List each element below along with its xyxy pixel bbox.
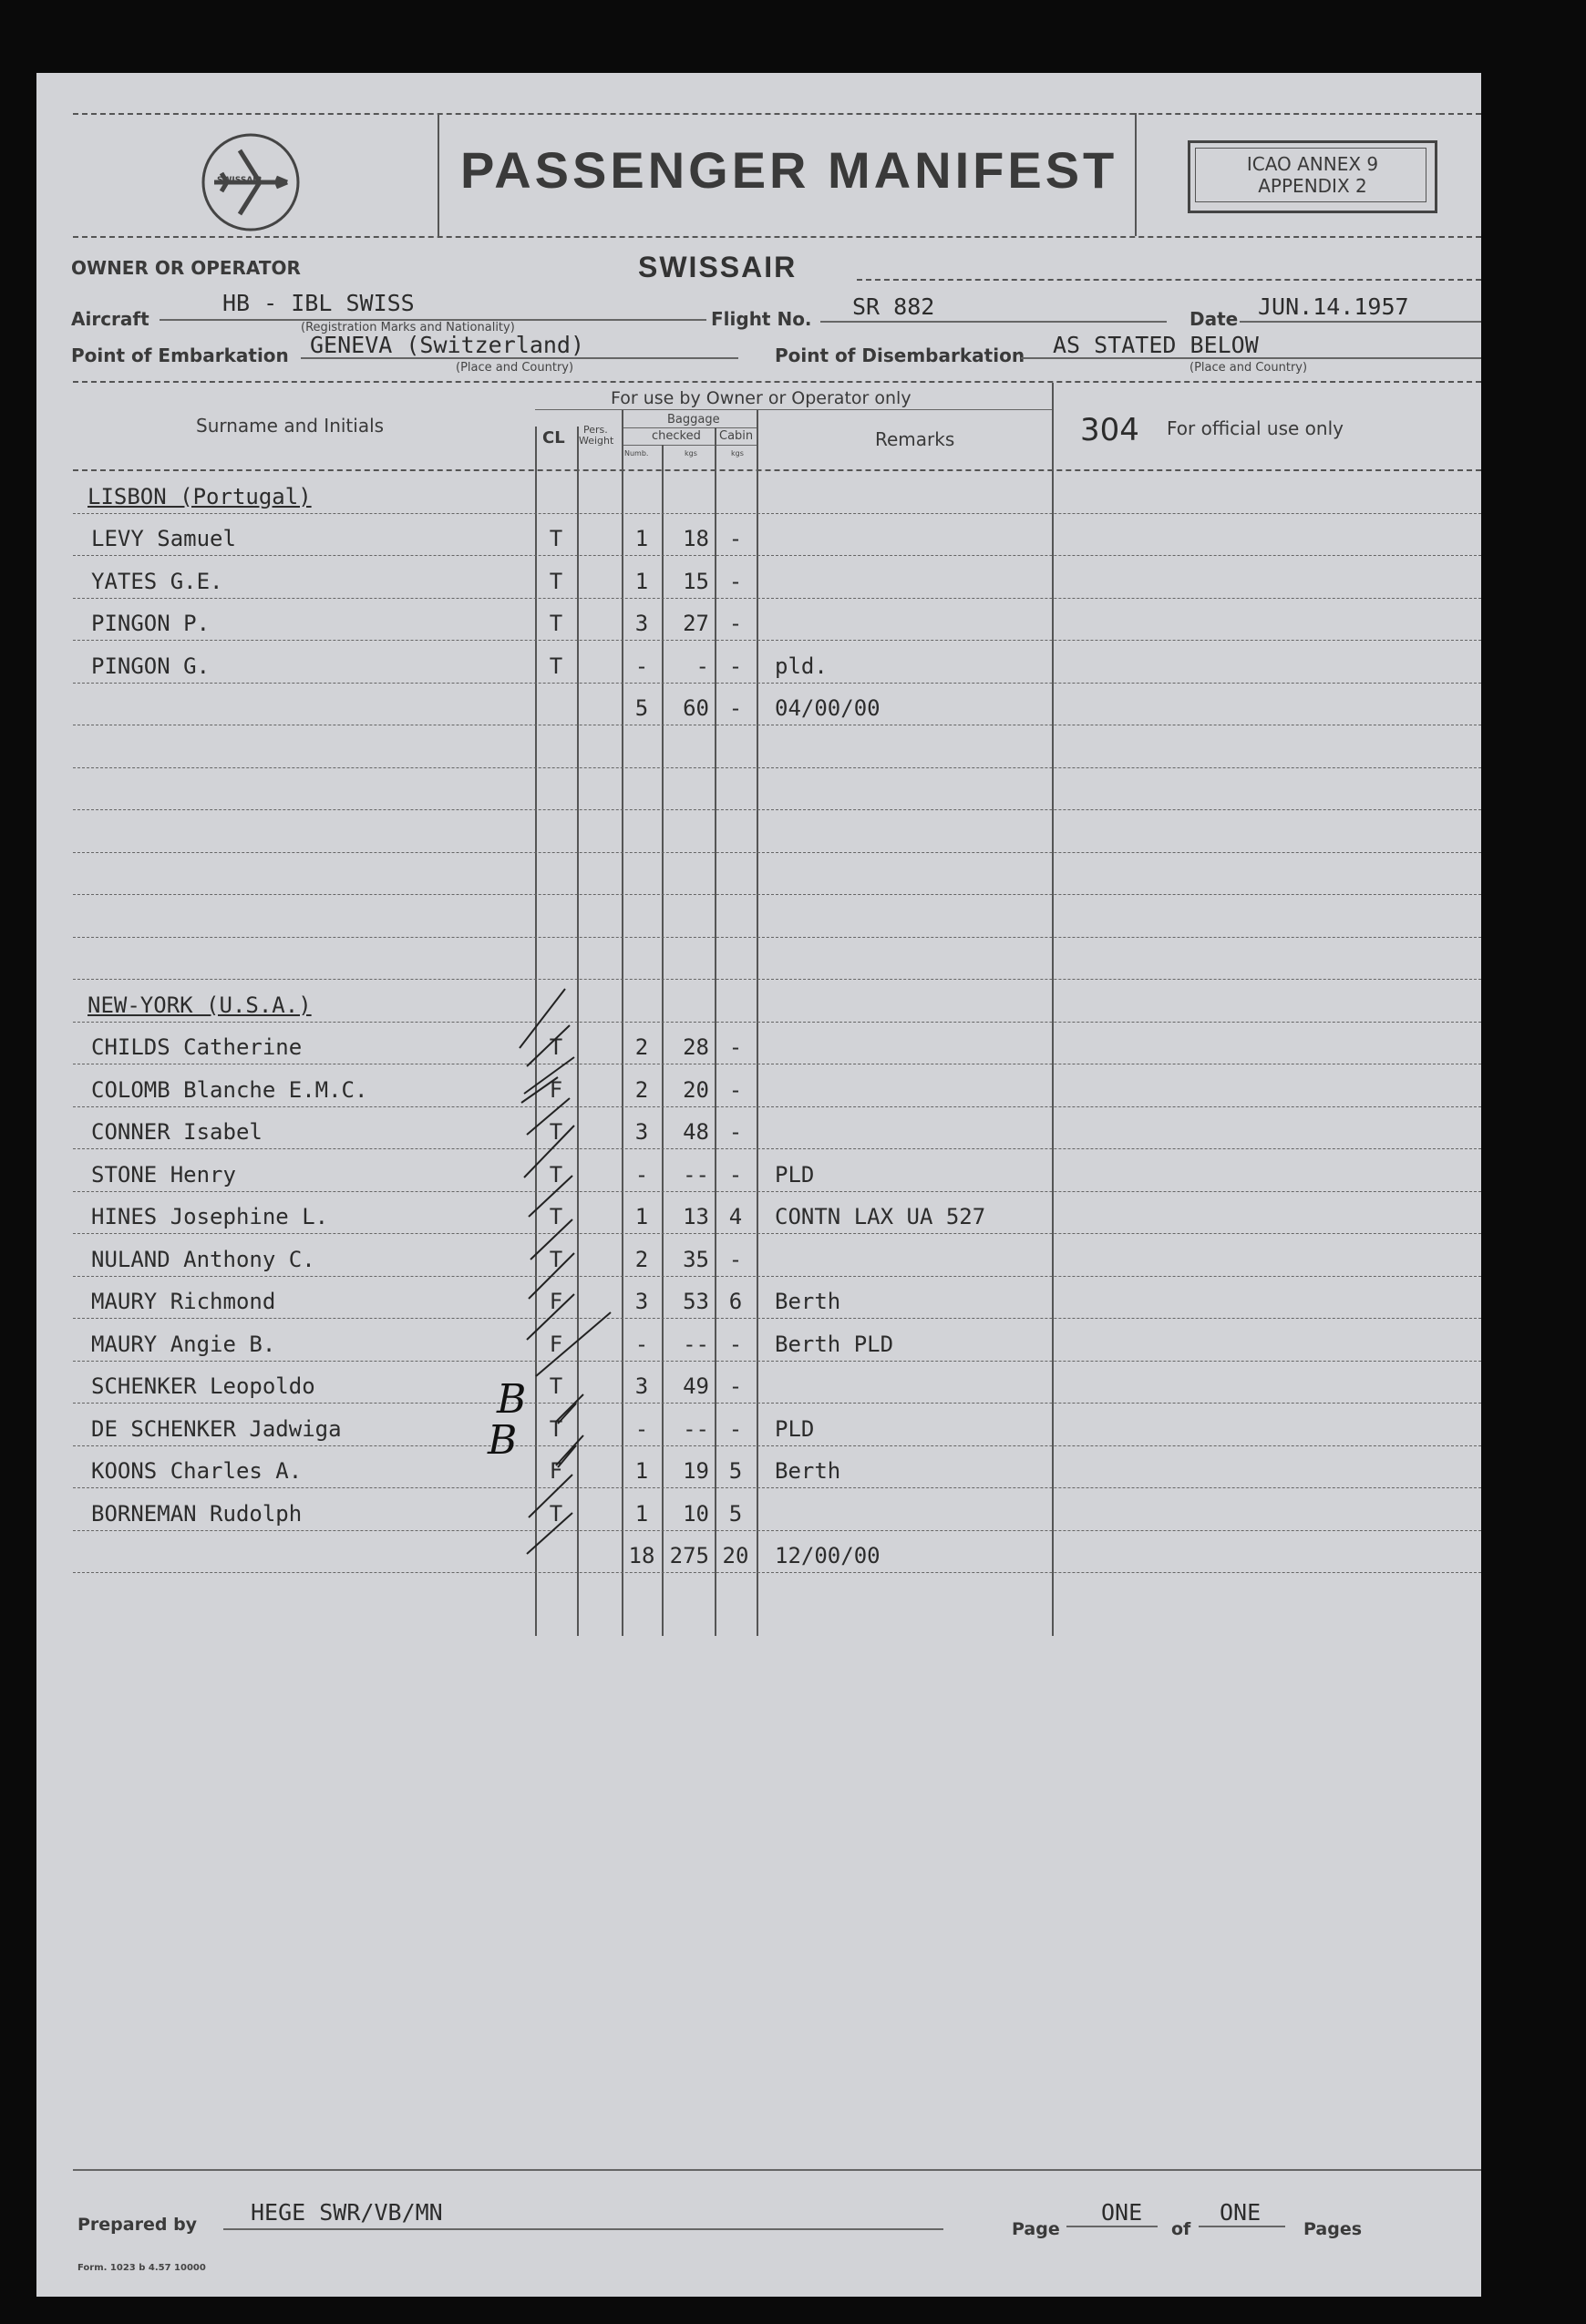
row-cab: - bbox=[728, 1034, 743, 1060]
row-name: LEVY Samuel bbox=[91, 526, 236, 551]
row-kg: 20 bbox=[683, 1076, 709, 1103]
row-rem: Berth bbox=[775, 1289, 841, 1314]
embarkation-value: GENEVA (Switzerland) bbox=[310, 332, 585, 358]
table-header-bottom-rule bbox=[73, 469, 1481, 471]
disembarkation-sublabel: (Place and Country) bbox=[1190, 361, 1308, 375]
row-rule bbox=[73, 1022, 1481, 1023]
operator-value: SWISSAIR bbox=[638, 251, 798, 283]
row-name: PINGON P. bbox=[91, 611, 211, 636]
page-rule bbox=[1066, 2226, 1158, 2227]
row-num: - bbox=[634, 1415, 649, 1442]
header-divider-right bbox=[1135, 113, 1137, 236]
row-cl: T bbox=[549, 1119, 563, 1145]
row-rem: PLD bbox=[775, 1415, 815, 1442]
form-id: Form. 1023 b 4.57 10000 bbox=[77, 2263, 206, 2273]
row-num: 1 bbox=[634, 1500, 649, 1527]
col-header-cl: CL bbox=[542, 428, 565, 447]
disembarkation-rule bbox=[1021, 357, 1481, 359]
row-name: CONNER Isabel bbox=[91, 1119, 263, 1145]
row-cab: - bbox=[728, 695, 743, 721]
row-kg: -- bbox=[683, 1331, 709, 1357]
row-num: 3 bbox=[634, 611, 649, 636]
row-cl: T bbox=[549, 653, 563, 679]
prepared-value: HEGE SWR/VB/MN bbox=[251, 2199, 443, 2226]
row-rule bbox=[73, 1445, 1481, 1446]
row-cl: T bbox=[549, 1415, 563, 1442]
row-rem: pld. bbox=[775, 653, 828, 679]
col-line-cabin bbox=[715, 427, 716, 1636]
disembarkation-value: AS STATED BELOW bbox=[1053, 332, 1259, 358]
row-rule bbox=[73, 894, 1481, 895]
row-cl: T bbox=[549, 1373, 563, 1399]
row-num: 2 bbox=[634, 1246, 649, 1272]
header-top-rule bbox=[73, 113, 1481, 115]
col-header-numb: Numb. bbox=[624, 449, 649, 458]
operator-rule bbox=[857, 279, 1481, 281]
flight-label: Flight No. bbox=[711, 308, 812, 330]
col-header-kgs: kgs bbox=[685, 449, 697, 458]
row-cl: T bbox=[549, 1034, 563, 1060]
icao-line-2: APPENDIX 2 bbox=[1258, 175, 1367, 197]
row-num: 2 bbox=[634, 1076, 649, 1103]
row-name: LISBON (Portugal) bbox=[88, 483, 312, 509]
row-rule bbox=[73, 1106, 1481, 1107]
row-num: 3 bbox=[634, 1373, 649, 1399]
page-title: PASSENGER MANIFEST bbox=[460, 141, 1118, 199]
col-line-official bbox=[1052, 383, 1054, 1636]
row-num: 1 bbox=[634, 1204, 649, 1229]
row-num: 18 bbox=[628, 1543, 655, 1568]
checked-rule bbox=[622, 445, 757, 446]
col-header-official: For official use only bbox=[1167, 417, 1344, 439]
row-num: 2 bbox=[634, 1034, 649, 1060]
row-rule bbox=[73, 1530, 1481, 1531]
row-kg: 275 bbox=[669, 1543, 709, 1568]
pages-label: Pages bbox=[1303, 2219, 1363, 2239]
of-label: of bbox=[1171, 2219, 1191, 2239]
col-header-cabin-kgs: kgs bbox=[731, 449, 744, 458]
row-name: NEW-YORK (U.S.A.) bbox=[88, 992, 312, 1018]
swissair-logo-text: SWISSAIR bbox=[217, 176, 263, 185]
row-cab: - bbox=[728, 1161, 743, 1188]
row-cab: 20 bbox=[722, 1543, 749, 1568]
col-header-checked: checked bbox=[652, 429, 701, 443]
row-name: YATES G.E. bbox=[91, 568, 223, 594]
row-kg: 27 bbox=[683, 611, 709, 636]
row-kg: 10 bbox=[683, 1500, 709, 1527]
row-num: - bbox=[634, 1331, 649, 1357]
row-rule bbox=[73, 640, 1481, 641]
of-value: ONE bbox=[1220, 2199, 1262, 2226]
manifest-sheet bbox=[36, 73, 1481, 2297]
row-rule bbox=[73, 1487, 1481, 1488]
row-rule bbox=[73, 513, 1481, 514]
aircraft-sublabel: (Registration Marks and Nationality) bbox=[301, 321, 515, 334]
row-cab: - bbox=[728, 1415, 743, 1442]
row-kg: - bbox=[695, 653, 709, 679]
row-rule bbox=[73, 1572, 1481, 1573]
col-header-remarks: Remarks bbox=[875, 428, 955, 450]
page-label: Page bbox=[1012, 2219, 1060, 2239]
row-cab: - bbox=[728, 1246, 743, 1272]
row-name: DE SCHENKER Jadwiga bbox=[91, 1415, 342, 1442]
disembarkation-label: Point of Disembarkation bbox=[775, 344, 1025, 366]
row-rule bbox=[73, 979, 1481, 980]
handwritten-b-1: B bbox=[497, 1376, 527, 1423]
of-rule bbox=[1199, 2226, 1285, 2227]
row-rem: 12/00/00 bbox=[775, 1543, 881, 1568]
row-rem: 04/00/00 bbox=[775, 695, 881, 721]
row-name: COLOMB Blanche E.M.C. bbox=[91, 1076, 368, 1103]
col-header-baggage: Baggage bbox=[667, 413, 720, 427]
row-kg: 28 bbox=[683, 1034, 709, 1060]
col-header-owner-use: For use by Owner or Operator only bbox=[611, 388, 911, 408]
row-name: NULAND Anthony C. bbox=[91, 1246, 315, 1272]
row-name: SCHENKER Leopoldo bbox=[91, 1373, 315, 1399]
row-cl: T bbox=[549, 568, 563, 594]
row-cab: 4 bbox=[728, 1204, 743, 1229]
row-cl: T bbox=[549, 1500, 563, 1527]
row-num: 5 bbox=[634, 695, 649, 721]
prepared-label: Prepared by bbox=[77, 2215, 198, 2235]
baggage-rule bbox=[622, 427, 757, 428]
date-label: Date bbox=[1190, 308, 1239, 330]
row-cab: 5 bbox=[728, 1500, 743, 1527]
col-header-surname: Surname and Initials bbox=[196, 415, 385, 437]
row-cl: F bbox=[549, 1076, 563, 1103]
row-rule bbox=[73, 1191, 1481, 1192]
row-cab: - bbox=[728, 1331, 743, 1357]
page-value: ONE bbox=[1101, 2199, 1143, 2226]
row-name: PINGON G. bbox=[91, 653, 211, 679]
row-cab: - bbox=[728, 526, 743, 551]
row-rem: CONTN LAX UA 527 bbox=[775, 1204, 986, 1229]
table-top-rule bbox=[73, 381, 1481, 383]
row-cl: T bbox=[549, 611, 563, 636]
row-cl: T bbox=[549, 1204, 563, 1229]
row-name: MAURY Richmond bbox=[91, 1289, 276, 1314]
col-header-cabin: Cabin bbox=[719, 429, 754, 443]
row-cl: F bbox=[549, 1289, 563, 1314]
owner-use-rule bbox=[535, 409, 1053, 410]
row-rule bbox=[73, 767, 1481, 768]
row-num: 3 bbox=[634, 1289, 649, 1314]
prepared-rule bbox=[223, 2228, 943, 2230]
col-header-pers: Pers. bbox=[583, 424, 608, 436]
row-num: 1 bbox=[634, 526, 649, 551]
row-kg: 60 bbox=[683, 695, 709, 721]
handwritten-check-marks bbox=[501, 975, 638, 1568]
row-rule bbox=[73, 555, 1481, 556]
flight-rule bbox=[820, 321, 1167, 323]
col-header-weight: Weight bbox=[579, 435, 614, 447]
row-name: MAURY Angie B. bbox=[91, 1331, 276, 1357]
row-cl: F bbox=[549, 1331, 563, 1357]
aircraft-label: Aircraft bbox=[71, 308, 149, 330]
row-kg: 19 bbox=[683, 1458, 709, 1484]
row-kg: 13 bbox=[683, 1204, 709, 1229]
row-rem: PLD bbox=[775, 1161, 815, 1188]
row-kg: -- bbox=[683, 1415, 709, 1442]
row-kg: -- bbox=[683, 1161, 709, 1188]
row-name: BORNEMAN Rudolph bbox=[91, 1500, 303, 1527]
row-rule bbox=[73, 683, 1481, 684]
row-rule bbox=[73, 1361, 1481, 1362]
col-line-remarks bbox=[757, 410, 758, 1636]
embarkation-rule bbox=[301, 357, 738, 359]
row-kg: 15 bbox=[683, 568, 709, 594]
row-name: KOONS Charles A. bbox=[91, 1458, 303, 1484]
date-value: JUN.14.1957 bbox=[1258, 293, 1409, 320]
embarkation-sublabel: (Place and Country) bbox=[456, 361, 574, 375]
official-number: 304 bbox=[1080, 412, 1139, 448]
row-rule bbox=[73, 1233, 1481, 1234]
row-name: CHILDS Catherine bbox=[91, 1034, 303, 1060]
row-cab: - bbox=[728, 1373, 743, 1399]
row-rule bbox=[73, 809, 1481, 810]
row-rule bbox=[73, 1318, 1481, 1319]
embarkation-label: Point of Embarkation bbox=[71, 344, 289, 366]
row-rule bbox=[73, 598, 1481, 599]
handwritten-b-2: B bbox=[488, 1417, 518, 1464]
row-num: - bbox=[634, 653, 649, 679]
aircraft-value: HB - IBL SWISS bbox=[222, 290, 415, 316]
header-bottom-rule bbox=[73, 236, 1481, 238]
row-cab: 5 bbox=[728, 1458, 743, 1484]
row-cl: F bbox=[549, 1458, 563, 1484]
icao-line-1: ICAO ANNEX 9 bbox=[1246, 153, 1379, 175]
row-cab: - bbox=[728, 568, 743, 594]
row-rule bbox=[73, 1276, 1481, 1277]
row-rule bbox=[73, 1403, 1481, 1404]
row-name: STONE Henry bbox=[91, 1161, 236, 1188]
row-cab: - bbox=[728, 653, 743, 679]
row-cab: - bbox=[728, 611, 743, 636]
row-cl: T bbox=[549, 1246, 563, 1272]
row-kg: 49 bbox=[683, 1373, 709, 1399]
footer-rule bbox=[73, 2169, 1481, 2171]
row-cab: - bbox=[728, 1076, 743, 1103]
row-kg: 48 bbox=[683, 1119, 709, 1145]
row-rule bbox=[73, 937, 1481, 938]
date-rule bbox=[1240, 321, 1481, 323]
row-rem: Berth bbox=[775, 1458, 841, 1484]
row-cab: 6 bbox=[728, 1289, 743, 1314]
row-kg: 18 bbox=[683, 526, 709, 551]
row-num: - bbox=[634, 1161, 649, 1188]
row-cab: - bbox=[728, 1119, 743, 1145]
row-kg: 53 bbox=[683, 1289, 709, 1314]
row-rem: Berth PLD bbox=[775, 1331, 894, 1357]
row-num: 3 bbox=[634, 1119, 649, 1145]
row-num: 1 bbox=[634, 568, 649, 594]
row-rule bbox=[73, 852, 1481, 853]
row-kg: 35 bbox=[683, 1246, 709, 1272]
flight-value: SR 882 bbox=[852, 293, 935, 320]
row-cl: T bbox=[549, 1161, 563, 1188]
header-divider-left bbox=[438, 113, 439, 236]
row-cl: T bbox=[549, 526, 563, 551]
operator-label: OWNER OR OPERATOR bbox=[71, 257, 301, 279]
row-name: HINES Josephine L. bbox=[91, 1204, 329, 1229]
row-num: 1 bbox=[634, 1458, 649, 1484]
row-rule bbox=[73, 1148, 1481, 1149]
